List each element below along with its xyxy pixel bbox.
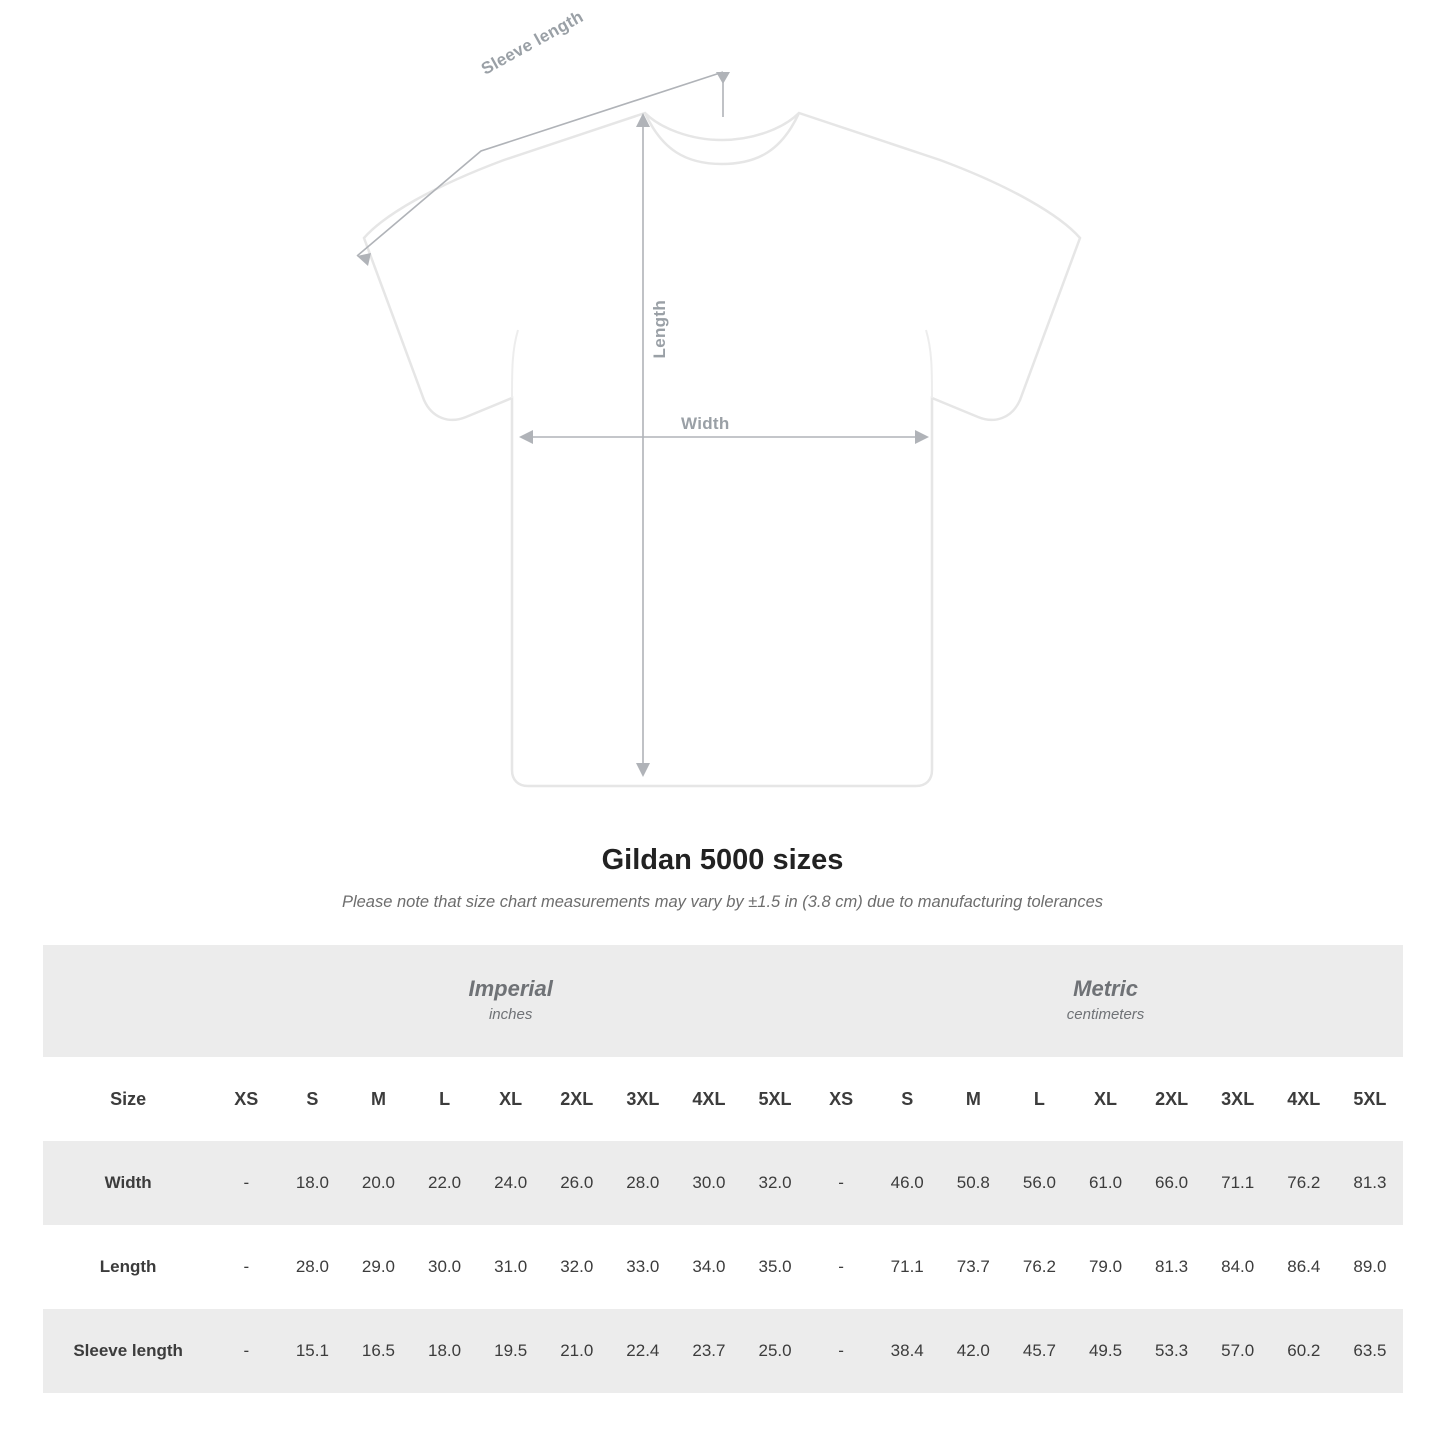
cell-sleeve-length-metric-5xl: 63.5 [1337,1309,1403,1393]
size-header-metric-5xl: 5XL [1337,1057,1403,1141]
unit-subtitle: inches [488,1005,533,1023]
size-table [43,945,1403,1393]
cell-length-metric-xs: - [808,1225,874,1309]
cell-sleeve-length-metric-l: 45.7 [1006,1309,1072,1393]
unit-header-metric [808,945,1403,1057]
size-header-imperial-xs: XS [213,1057,279,1141]
cell-length-imperial-2xl: 32.0 [544,1225,610,1309]
title-block [0,844,1445,912]
cell-sleeve-length-imperial-l: 18.0 [412,1309,478,1393]
width-label: Width [681,414,730,433]
cell-width-imperial-s: 18.0 [279,1141,345,1225]
cell-width-metric-2xl: 66.0 [1139,1141,1205,1225]
cell-width-imperial-3xl: 28.0 [610,1141,676,1225]
cell-sleeve-length-imperial-m: 16.5 [345,1309,411,1393]
unit-name: Metric [1073,976,1138,1002]
cell-sleeve-length-metric-4xl: 60.2 [1271,1309,1337,1393]
size-header-imperial-s: S [279,1057,345,1141]
cell-length-imperial-4xl: 34.0 [676,1225,742,1309]
sleeve-arrow-end [716,72,730,84]
cell-sleeve-length-imperial-2xl: 21.0 [544,1309,610,1393]
cell-width-imperial-l: 22.0 [412,1141,478,1225]
cell-sleeve-length-imperial-xl: 19.5 [478,1309,544,1393]
cell-sleeve-length-imperial-5xl: 25.0 [742,1309,808,1393]
cell-width-metric-s: 46.0 [874,1141,940,1225]
sleeve-length-label: Sleeve length [478,6,587,79]
cell-width-imperial-2xl: 26.0 [544,1141,610,1225]
table-size-header-row [43,1057,1403,1141]
cell-length-imperial-m: 29.0 [345,1225,411,1309]
size-header-label: Size [43,1057,213,1141]
size-header-imperial-3xl: 3XL [610,1057,676,1141]
row-label-length: Length [43,1225,213,1309]
unit-subtitle: centimeters [1066,1005,1145,1023]
cell-width-imperial-m: 20.0 [345,1141,411,1225]
table-row [43,1309,1403,1393]
page-title: Gildan 5000 sizes [601,844,844,876]
table-row [43,1141,1403,1225]
size-header-imperial-2xl: 2XL [544,1057,610,1141]
cell-sleeve-length-imperial-3xl: 22.4 [610,1309,676,1393]
cell-width-imperial-4xl: 30.0 [676,1141,742,1225]
cell-width-imperial-xl: 24.0 [478,1141,544,1225]
cell-length-metric-s: 71.1 [874,1225,940,1309]
cell-length-imperial-xl: 31.0 [478,1225,544,1309]
cell-length-metric-3xl: 84.0 [1205,1225,1271,1309]
unit-header-imperial [213,945,808,1057]
shirt-body [364,113,1080,786]
size-header-metric-m: M [940,1057,1006,1141]
cell-length-metric-m: 73.7 [940,1225,1006,1309]
cell-length-metric-4xl: 86.4 [1271,1225,1337,1309]
size-header-metric-3xl: 3XL [1205,1057,1271,1141]
cell-length-imperial-l: 30.0 [412,1225,478,1309]
table-unit-header-row [43,945,1403,1057]
size-header-imperial-m: M [345,1057,411,1141]
cell-width-metric-5xl: 81.3 [1337,1141,1403,1225]
cell-length-imperial-5xl: 35.0 [742,1225,808,1309]
size-header-imperial-l: L [412,1057,478,1141]
cell-length-imperial-s: 28.0 [279,1225,345,1309]
cell-sleeve-length-metric-xs: - [808,1309,874,1393]
size-header-imperial-5xl: 5XL [742,1057,808,1141]
cell-width-metric-xs: - [808,1141,874,1225]
table-row [43,1225,1403,1309]
length-label: Length [650,300,669,359]
unit-header-spacer [43,945,213,1057]
row-label-sleeve-length: Sleeve length [43,1309,213,1393]
cell-length-metric-l: 76.2 [1006,1225,1072,1309]
size-header-metric-4xl: 4XL [1271,1057,1337,1141]
cell-sleeve-length-metric-xl: 49.5 [1072,1309,1138,1393]
cell-sleeve-length-imperial-s: 15.1 [279,1309,345,1393]
cell-length-imperial-xs: - [213,1225,279,1309]
size-header-metric-xl: XL [1072,1057,1138,1141]
cell-width-imperial-5xl: 32.0 [742,1141,808,1225]
size-table-wrapper [43,945,1403,1393]
cell-width-metric-xl: 61.0 [1072,1141,1138,1225]
cell-width-metric-4xl: 76.2 [1271,1141,1337,1225]
cell-width-metric-m: 50.8 [940,1141,1006,1225]
unit-name: Imperial [468,976,553,1002]
cell-length-metric-2xl: 81.3 [1139,1225,1205,1309]
cell-sleeve-length-metric-m: 42.0 [940,1309,1006,1393]
size-header-imperial-xl: XL [478,1057,544,1141]
cell-sleeve-length-metric-3xl: 57.0 [1205,1309,1271,1393]
size-header-metric-xs: XS [808,1057,874,1141]
cell-sleeve-length-metric-s: 38.4 [874,1309,940,1393]
tolerance-note: Please note that size chart measurements may vary by ±1.5 in (3.8 cm) due to manufacturing tolerances [341,893,1104,911]
size-header-imperial-4xl: 4XL [676,1057,742,1141]
cell-sleeve-length-metric-2xl: 53.3 [1139,1309,1205,1393]
cell-length-metric-xl: 79.0 [1072,1225,1138,1309]
cell-width-metric-3xl: 71.1 [1205,1141,1271,1225]
cell-length-metric-5xl: 89.0 [1337,1225,1403,1309]
row-label-width: Width [43,1141,213,1225]
size-header-metric-l: L [1006,1057,1072,1141]
cell-width-metric-l: 56.0 [1006,1141,1072,1225]
cell-width-imperial-xs: - [213,1141,279,1225]
cell-sleeve-length-imperial-xs: - [213,1309,279,1393]
size-header-metric-2xl: 2XL [1139,1057,1205,1141]
cell-sleeve-length-imperial-4xl: 23.7 [676,1309,742,1393]
cell-length-imperial-3xl: 33.0 [610,1225,676,1309]
size-header-metric-s: S [874,1057,940,1141]
